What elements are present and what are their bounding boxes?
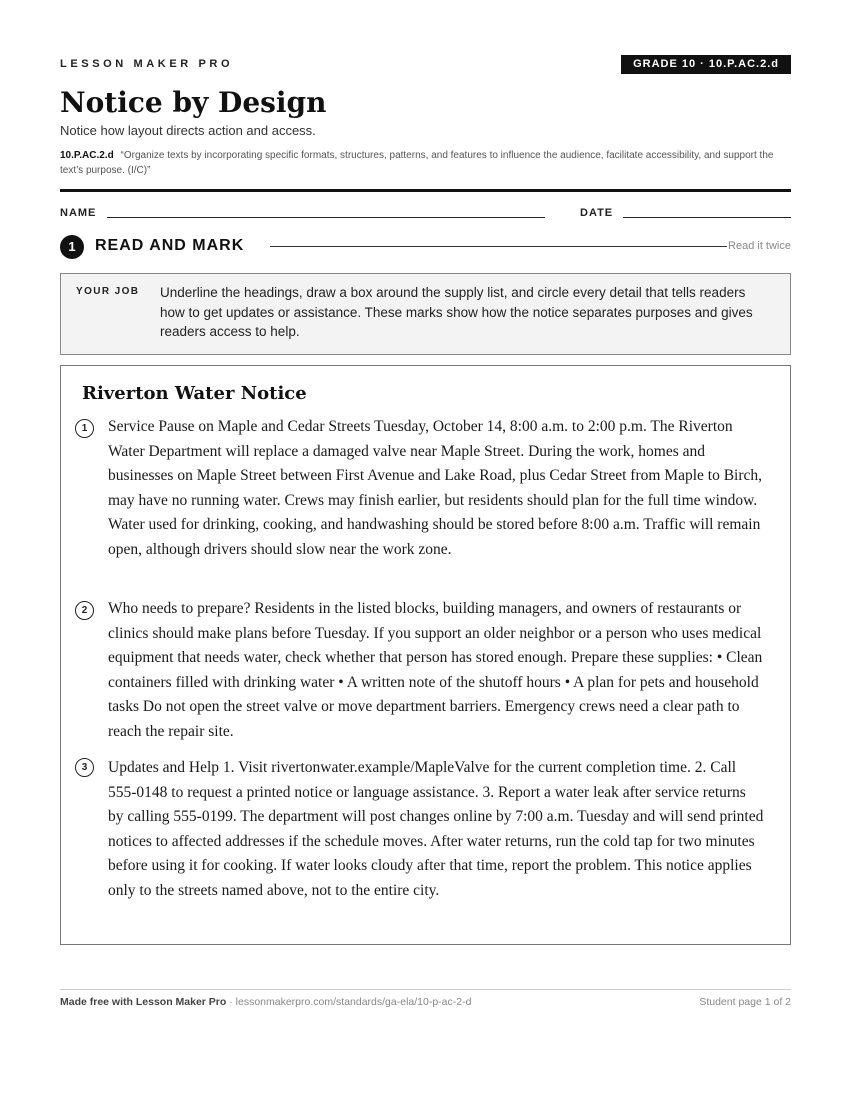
section-note: Read it twice [728,240,791,252]
standard-code: 10.P.AC.2.d [60,150,114,161]
worksheet-page [60,0,791,1100]
standard-description [60,148,791,178]
section-divider [270,246,727,247]
passage-paragraph: Who needs to prepare? Residents in the listed blocks, building managers, and owners of restaurants or clinics should make plans before Tuesday. If you support an older neighbor or a person who uses medical equipment that needs water, check whether that person has stored enough. Prepare these supplies: • Clean containers filled with drinking water • A written note of the shutoff hours • A plan for pets and household tasks Do not open the street valve or move department barriers. Emergency crews need a clear path to reach the repair site. [108,600,763,740]
standard-text: “Organize texts by incorporating specific formats, structures, patterns, and features to influence the audience, facilitate accessibility, and support the text’s purpose. (I/C)” [60,150,774,176]
passage-paragraph: Service Pause on Maple and Cedar Streets Tuesday, October 14, 8:00 a.m. to 2:00 p.m. The Riverton Water Department will replace a damaged valve near Maple Street. During the work, homes and businesses on Maple Street between First Avenue and Lake Road, plus Cedar Street from Maple to Birch, may have no running water. Crews may finish earlier, but residents should plan for the full time window. Water used for drinking, cooking, and handwashing should be stored before 8:00 a.m. Traffic will remain open, although drivers should slow near the work zone. [108,418,763,558]
passage-paragraph: Updates and Help 1. Visit rivertonwater.example/MapleValve for the current completion time. 2. Call 555-0148 to request a printed notice or language assistance. 3. Report a water leak after service returns by calling 555-0199. The department will post changes online by 7:00 a.m. Tuesday and will send printed notices to affected addresses if the schedule moves. After water returns, run the cold tap for two minutes before using it for cooking. If water looks cloudy after that time, report the problem. This notice applies only to the streets named above, not to the entire city. [108,759,764,899]
paragraph-number-badge: 1 [75,419,94,438]
your-job-instructions: Underline the headings, draw a box around the supply list, and circle every detail that tells readers how to get updates or assistance. These marks show how the notice separates purposes and gives readers access to help. [160,285,753,339]
paragraph-number-badge: 2 [75,601,94,620]
footer-made-with: Made free with Lesson Maker Pro [60,996,227,1008]
footer-divider [60,989,791,990]
name-field[interactable] [107,217,545,218]
name-label: NAME [60,207,97,219]
brand-name: LESSON MAKER PRO [60,58,234,70]
step-number-badge: 1 [60,235,84,259]
date-field[interactable] [623,217,791,218]
section-header [60,235,791,259]
header-divider [60,189,791,192]
top-bar [60,55,791,77]
page-title: Notice by Design [60,86,327,119]
your-job-label: YOUR JOB [76,286,140,297]
reading-passage [60,365,791,945]
footer-url-link[interactable]: lessonmakerpro.com/standards/ga-ela/10-p-ac-2-d [235,996,472,1008]
paragraph-number-badge: 3 [75,758,94,777]
passage-title: Riverton Water Notice [82,383,307,404]
footer-separator: · [226,996,236,1008]
name-date-row [60,206,791,222]
page-subtitle: Notice how layout directs action and access. [60,123,316,138]
section-title: READ AND MARK [95,237,245,254]
your-job-box [60,273,791,355]
grade-badge: GRADE 10 · 10.P.AC.2.d [621,55,791,74]
page-footer [60,996,791,1008]
date-label: DATE [580,207,614,219]
page-number: Student page 1 of 2 [699,996,791,1008]
